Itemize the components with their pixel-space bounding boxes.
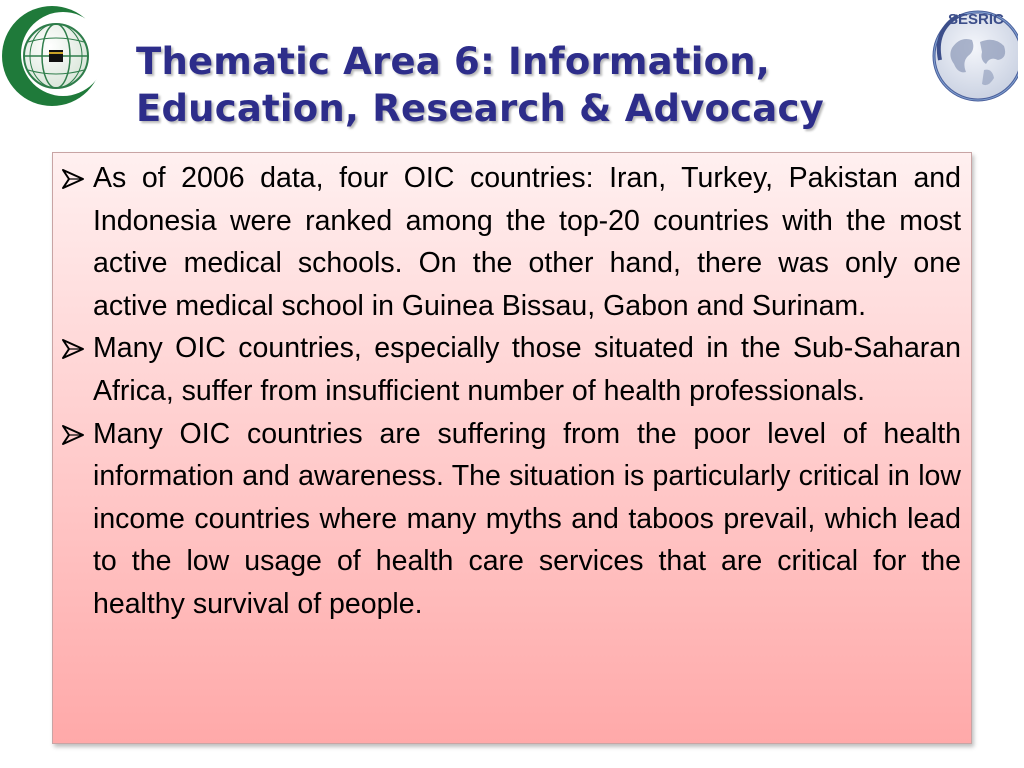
sesric-globe-icon (928, 0, 1018, 110)
slide-title (136, 38, 896, 132)
bullet-text: Many OIC countries, especially those situated in the Sub-Saharan Africa, suffer from insufficient number of health professionals. (93, 332, 961, 407)
arrow-bullet-icon (61, 338, 85, 360)
sesric-logo-text: SESRIC (948, 11, 1004, 28)
content-box (52, 152, 972, 744)
oic-emblem-icon (0, 4, 104, 108)
bullet-text: Many OIC countries are suffering from the poor level of health information and awareness. The situation is particularly critical in low income countries where many myths and taboos prevail, which lead to the low usage of health care services that are critical for the healthy survival of people. (93, 417, 961, 620)
bullet-item (61, 157, 961, 327)
arrow-bullet-icon (61, 424, 85, 446)
arrow-bullet-icon (61, 168, 85, 190)
bullet-text: As of 2006 data, four OIC countries: Iran, Turkey, Pakistan and Indonesia were ranked among the top-20 countries with the most active medical schools. On the other hand, there was only one active medical school in Guinea Bissau, Gabon and Surinam. (93, 162, 961, 322)
bullet-item (61, 413, 961, 626)
title-line-1: Thematic Area 6: Information, (136, 40, 771, 83)
bullet-item (61, 327, 961, 412)
title-line-2: Education, Research & Advocacy (136, 87, 824, 130)
